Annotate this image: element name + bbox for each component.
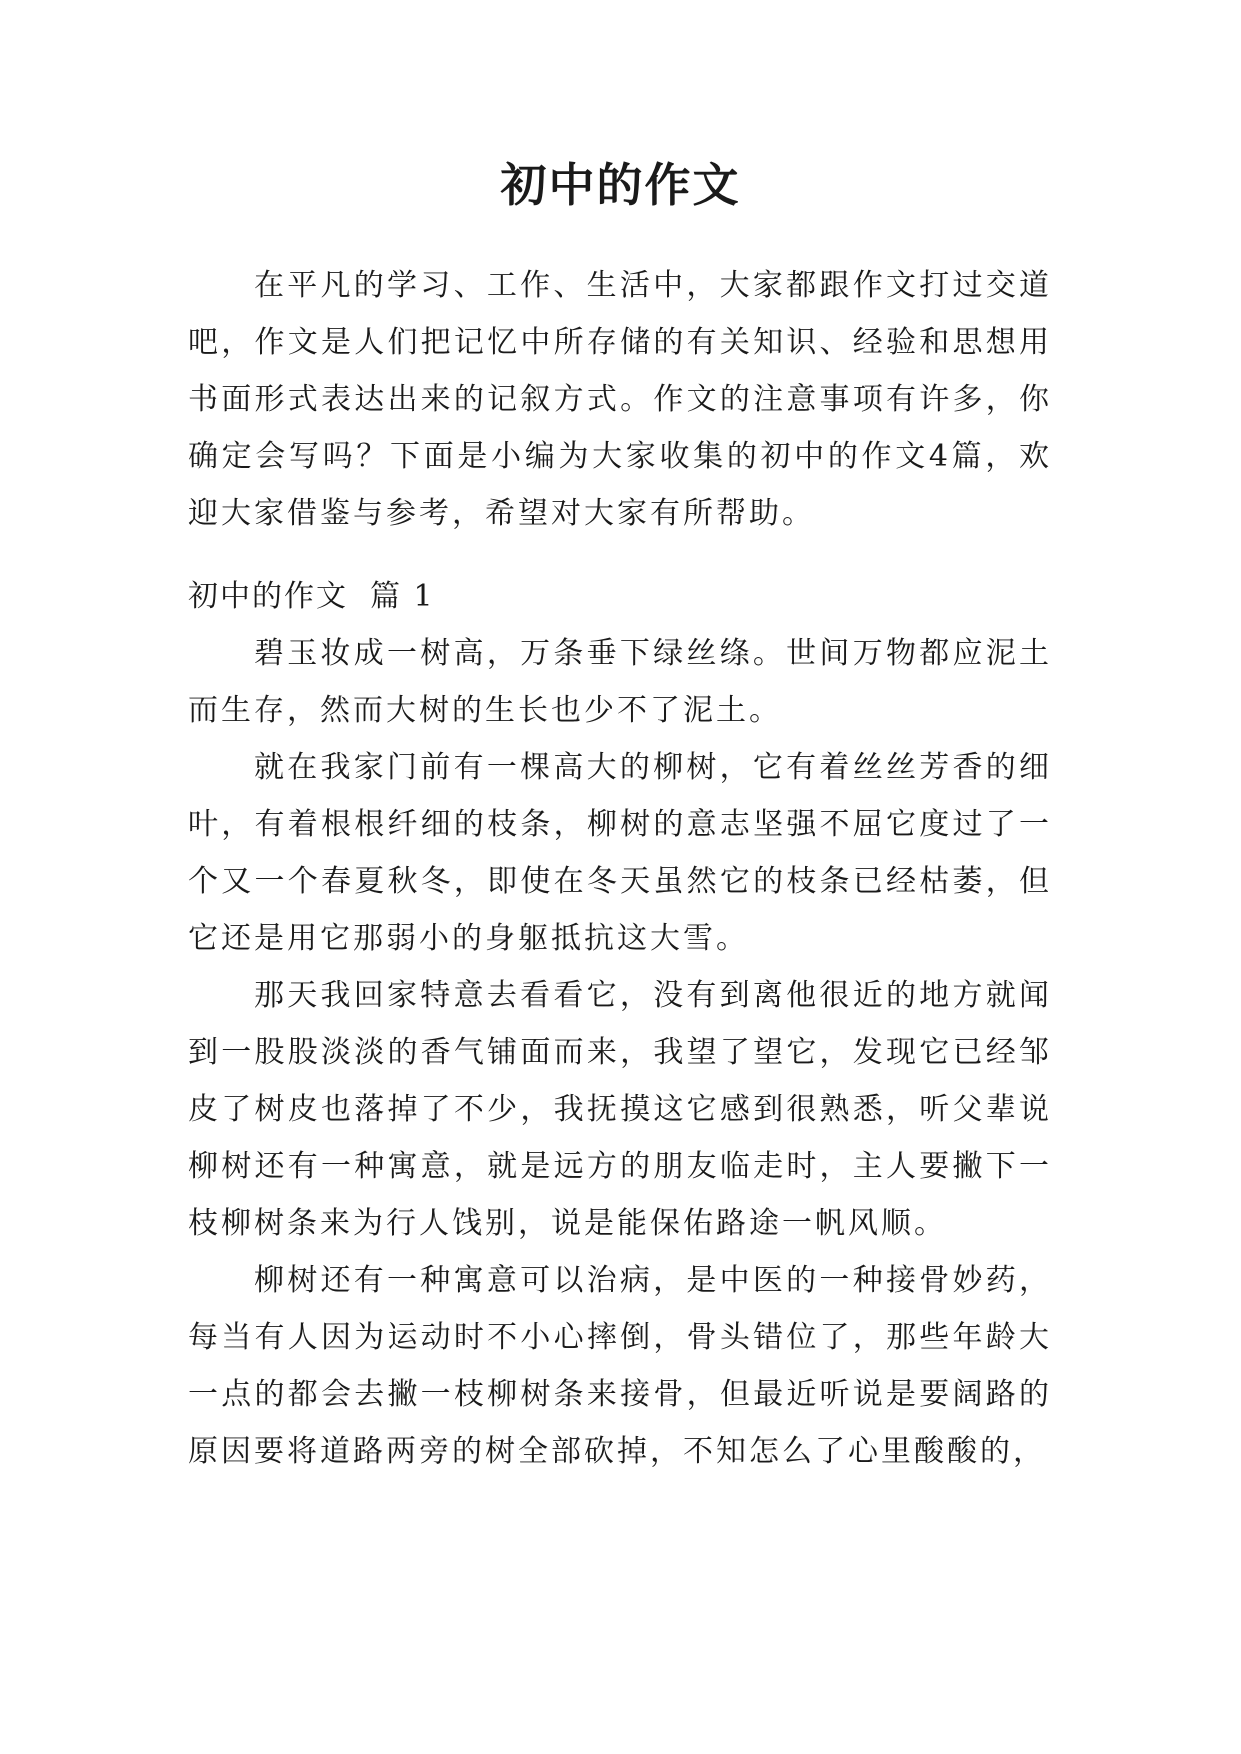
section-paragraph-4: 柳树还有一种寓意可以治病，是中医的一种接骨妙药，每当有人因为运动时不小心摔倒，骨头错位了，那些年龄大一点的都会去撇一枝柳树条来接骨，但最近听说是要阔路的原因要将道路两旁的树全部砍掉，不知怎么了心里酸酸的， [188,1263,1052,1469]
section-heading-number: 篇 1 [370,579,435,614]
section-heading [188,568,1052,625]
section-paragraph-3: 那天我回家特意去看看它，没有到离他很近的地方就闻到一股股淡淡的香气铺面而来，我望了望它，发现它已经邹皮了树皮也落掉了不少，我抚摸这它感到很熟悉，听父辈说柳树还有一种寓意，就是远方的朋友临走时，主人要撇下一枝柳树条来为行人饯别，说是能保佑路途一帆风顺。 [188,978,1052,1241]
section-heading-title: 初中的作文 [188,579,348,614]
section-paragraph-2: 就在我家门前有一棵高大的柳树，它有着丝丝芳香的细叶，有着根根纤细的枝条，柳树的意志坚强不屈它度过了一个又一个春夏秋冬，即使在冬天虽然它的枝条已经枯萎，但它还是用它那弱小的身躯抵抗这大雪。 [188,750,1052,956]
intro-paragraph: 在平凡的学习、工作、生活中，大家都跟作文打过交道吧，作文是人们把记忆中所存储的有关知识、经验和思想用书面形式表达出来的记叙方式。作文的注意事项有许多，你确定会写吗？下面是小编为大家收集的初中的作文4篇，欢迎大家借鉴与参考，希望对大家有所帮助。 [188,268,1052,531]
document-title: 初中的作文 [500,158,741,212]
section-paragraph-1: 碧玉妆成一树高，万条垂下绿丝绦。世间万物都应泥土而生存，然而大树的生长也少不了泥土。 [188,636,1052,728]
